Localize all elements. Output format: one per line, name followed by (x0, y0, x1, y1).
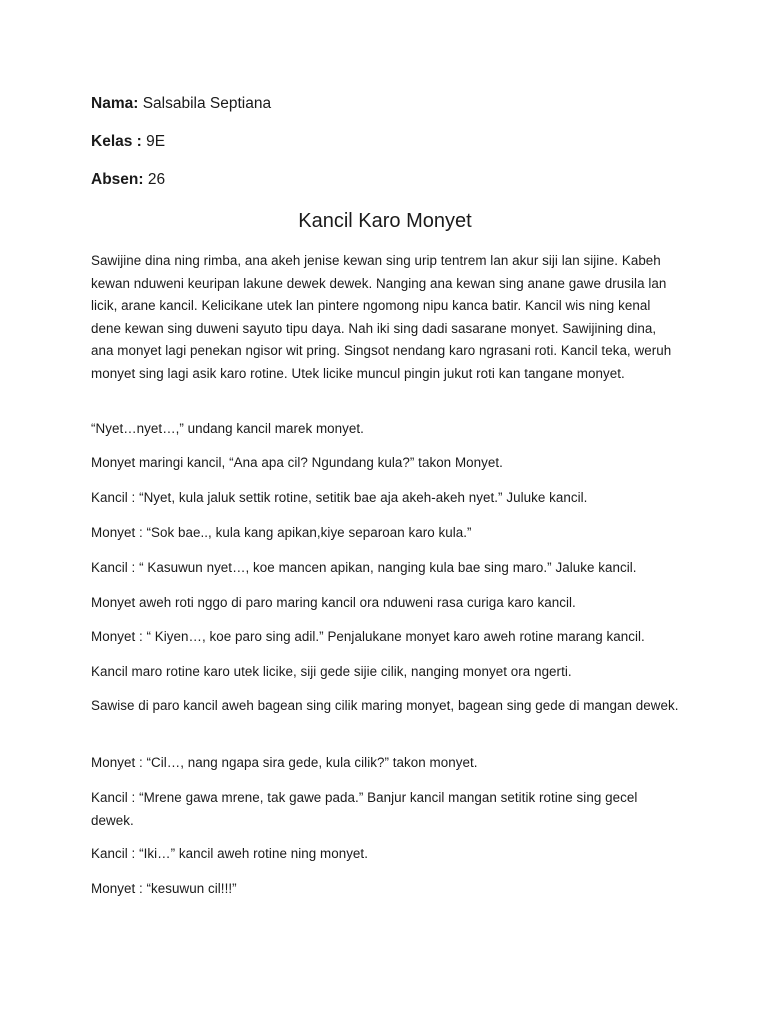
class-value: 9E (146, 133, 166, 150)
story-paragraph: Monyet : “kesuwun cil!!!” (91, 881, 237, 896)
story-paragraph: Kancil : “ Kasuwun nyet…, koe mancen apikan, nanging kula bae sing maro.” Jaluke kancil. (91, 560, 637, 575)
absen-value: 26 (147, 171, 166, 188)
story-paragraph: Kancil : “Iki…” kancil aweh rotine ning monyet. (91, 846, 368, 861)
story-paragraph: Kancil maro rotine karo utek licike, siji gede sijie cilik, nanging monyet ora ngerti. (91, 664, 572, 679)
name-label: Nama: (91, 95, 139, 112)
absen-label: Absen: (91, 171, 144, 188)
story-paragraph: Monyet aweh roti nggo di paro maring kancil ora nduweni rasa curiga karo kancil. (91, 595, 576, 610)
story-paragraph: Monyet : “Cil…, nang ngapa sira gede, kula cilik?” takon monyet. (91, 755, 478, 770)
story-paragraph: Sawijine dina ning rimba, ana akeh jenise kewan sing urip tentrem lan akur siji lan sijine. Kabeh kewan nduweni keuripan lakune dewek dewek. Nanging ana kewan sing anane gawe drusila lan licik, arane kancil. Kelicikane utek lan pintere ngomong nipu kanca batir. Kancil wis ning kenal dene kewan sing duweni sayuto tipu daya. Nah iki sing dadi sasarane monyet. Sawijining dina, ana monyet lagi penekan ngisor wit pring. Singsot nendang karo ngrasani roti. Kancil teka, weruh monyet sing lagi asik karo rotine. Utek licike muncul pingin jukut roti kan tangane monyet. (91, 253, 672, 381)
student-name-line (91, 94, 271, 114)
story-paragraph: Monyet : “Sok bae.., kula kang apikan,kiye separoan karo kula.” (91, 525, 472, 540)
absen-line (91, 170, 165, 190)
story-paragraph: Kancil : “Mrene gawa mrene, tak gawe pada.” Banjur kancil mangan setitik rotine sing gecel dewek. (91, 790, 638, 828)
story-title: Kancil Karo Monyet (298, 210, 472, 232)
story-paragraph: Monyet : “ Kiyen…, koe paro sing adil.” Penjalukane monyet karo aweh rotine marang kancil. (91, 629, 645, 644)
name-value: Salsabila Septiana (142, 95, 272, 112)
class-label: Kelas : (91, 133, 142, 150)
story-paragraph: Monyet maringi kancil, “Ana apa cil? Ngundang kula?” takon Monyet. (91, 455, 503, 470)
story-paragraph: Sawise di paro kancil aweh bagean sing cilik maring monyet, bagean sing gede di mangan dewek. (91, 698, 679, 713)
class-line (91, 132, 165, 152)
story-paragraph: “Nyet…nyet…,” undang kancil marek monyet. (91, 421, 364, 436)
document-page (91, 0, 691, 1024)
story-paragraph: Kancil : “Nyet, kula jaluk settik rotine, setitik bae aja akeh-akeh nyet.” Juluke kancil. (91, 490, 588, 505)
